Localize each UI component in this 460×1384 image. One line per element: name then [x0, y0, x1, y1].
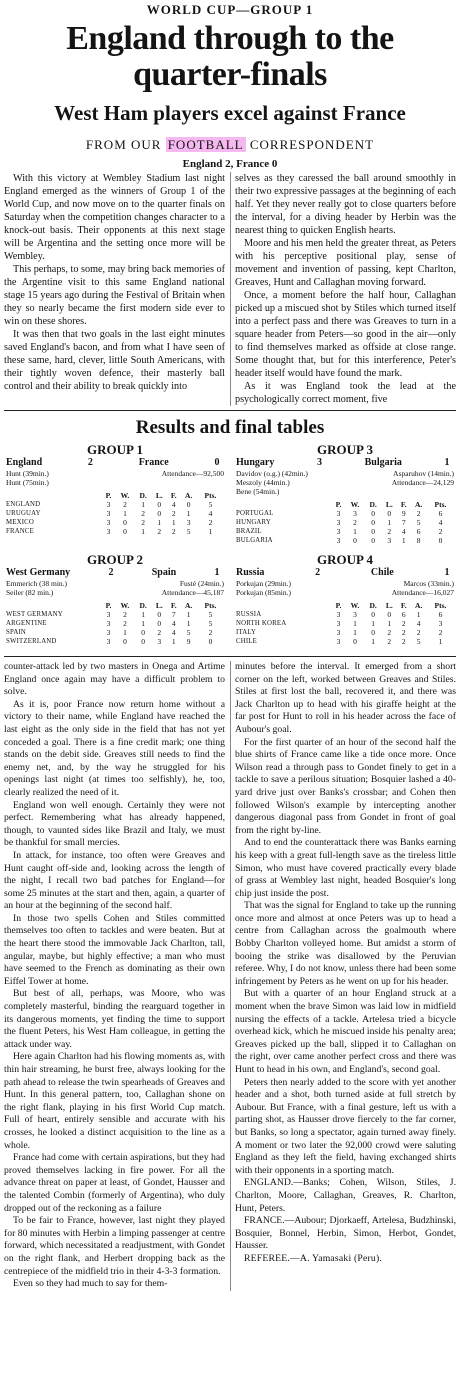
away-team: Bulgaria [364, 456, 402, 468]
byline-prefix: FROM OUR [85, 137, 166, 152]
stat-cell: 2 [387, 637, 392, 646]
stat-cell: 1 [371, 637, 376, 646]
group-table [236, 441, 454, 545]
stat-cell: 0 [387, 610, 392, 619]
stat-cell: 5 [416, 637, 421, 646]
stat-cell: 2 [171, 527, 176, 536]
stat-cell: 0 [371, 628, 376, 637]
stat-cell: 0 [371, 527, 376, 536]
column-header: P. [105, 490, 112, 500]
away-team: Spain [151, 566, 177, 578]
stat-cell: 5 [208, 500, 213, 509]
paragraph: With this victory at Wembley Stadium last night England emerged as the winners of Group 1 of the World Cup, and now move on to the quarter finals on Saturday when the competition changes character to a knock-out basis. Their opponents at this next stage will be Argentina and the setting once more will be Wembley. [4, 173, 225, 262]
stat-cell: 3 [106, 610, 111, 619]
stat-cell: 2 [401, 628, 406, 637]
column-header: Pts. [204, 600, 217, 610]
table-row [236, 536, 454, 545]
stat-cell: 1 [171, 637, 176, 646]
paragraph: As it is, poor France now return home without a victory to their name, while England have reached the last eight as the only side in the field that has not yet conceded a goal. There is a fine credit mark; one thing stands on the debit side. Greaves still needs to find the enemy net, and, by the way he struggled for his openings last night (at times too selfishly), he, too, clearly realized the need of it. [4, 698, 225, 798]
column-header: L. [155, 600, 163, 610]
column-header: F. [400, 600, 407, 610]
stat-cell: 2 [157, 628, 162, 637]
group-title: GROUP 4 [317, 552, 373, 567]
standings-table [236, 500, 454, 546]
stat-cell: 3 [336, 518, 341, 527]
stat-cell: 2 [416, 509, 421, 518]
stat-cell: 1 [353, 527, 357, 536]
section-kicker: WORLD CUP—GROUP 1 [146, 2, 314, 17]
scorer: Attendance—45,187 [161, 587, 224, 597]
stat-cell: 5 [208, 610, 213, 619]
match-scorers [6, 469, 224, 487]
stat-cell: 3 [353, 610, 357, 619]
team-name: URUGUAY [6, 510, 41, 517]
team-name: BRAZIL [236, 528, 262, 535]
stat-cell: 0 [123, 518, 127, 527]
stat-cell: 0 [438, 536, 443, 545]
match-result [6, 567, 224, 579]
group-tables [0, 441, 460, 652]
table-row [6, 637, 224, 646]
stat-cell: 0 [387, 509, 392, 518]
stat-cell: 4 [171, 500, 176, 509]
column-header: Pts. [434, 499, 447, 509]
byline-highlight: FOOTBALL [167, 137, 244, 152]
home-score: 2 [108, 566, 114, 578]
home-team: West Germany [6, 566, 71, 578]
headline-line-1: England through to the [66, 20, 394, 57]
stat-cell: 1 [186, 509, 191, 518]
group-table [236, 551, 454, 646]
home-team: Hungary [236, 456, 275, 468]
intro-columns [0, 172, 460, 406]
column-header: A. [184, 600, 193, 610]
scorer: Porkujan (85min.) [236, 587, 291, 597]
stat-cell: 6 [401, 610, 406, 619]
team-name: ARGENTINE [6, 620, 47, 627]
away-scorers-attendance [162, 579, 224, 597]
column-header: W. [350, 499, 360, 509]
team-name: NORTH KOREA [236, 620, 287, 627]
match-result [236, 457, 454, 469]
team-name: CHILE [236, 638, 258, 645]
stat-cell: 0 [353, 536, 357, 545]
column-header: P. [335, 600, 342, 610]
stat-cell: 1 [141, 619, 146, 628]
section-rule [4, 656, 456, 657]
stat-cell: 4 [171, 619, 176, 628]
paragraph: Here again Charlton had his flowing moments as, with thin hair streaming, he burst free, always looking for the path ahead to release the twin spearheads of Greaves and Hunt. In this general pattern, too, Callaghan shone on the right flank, playing in his first World Cup match. Full of heart, entirely sensible and accurate with his crosses, he looked a distinct acquisition to the line as a whole. [4, 1051, 225, 1151]
column-header: L. [155, 490, 163, 500]
column-header: D. [139, 600, 147, 610]
stat-cell: 3 [336, 509, 341, 518]
column-header: L. [385, 600, 393, 610]
stat-cell: 1 [123, 509, 127, 518]
paragraph: But best of all, perhaps, was Moore, who was completely masterful, binding the rearguard together in its dangerous moments, yet finding the time to support the fluent Peters, his West Ham colleague, in getting the attack under way. [4, 988, 225, 1050]
scorer: Davidov (o.g.) (42min.) [236, 468, 308, 478]
scorer: Marcos (33min.) [403, 578, 454, 588]
team-column-header [6, 601, 102, 611]
stat-cell: 5 [186, 527, 191, 536]
stat-cell: 7 [401, 518, 406, 527]
team-name: PORTUGAL [236, 510, 274, 517]
stat-cell: 3 [336, 619, 341, 628]
team-name: BULGARIA [236, 537, 273, 544]
column-header: F. [400, 499, 407, 509]
stat-cell: 0 [141, 637, 146, 646]
byline [0, 137, 460, 155]
body-column-left [4, 661, 225, 1291]
match-result [6, 457, 224, 469]
stat-cell: 4 [438, 518, 443, 527]
home-team: Russia [236, 566, 265, 578]
team-name: RUSSIA [236, 611, 262, 618]
stat-cell: 7 [171, 610, 176, 619]
group-table [6, 441, 224, 545]
stat-cell: 6 [416, 527, 421, 536]
stat-cell: 1 [171, 518, 176, 527]
stat-cell: 1 [141, 527, 146, 536]
home-scorers [236, 469, 308, 496]
table-row [236, 509, 454, 518]
stat-cell: 3 [106, 527, 111, 536]
stat-cell: 3 [336, 527, 341, 536]
stat-cell: 1 [438, 637, 443, 646]
stat-cell: 4 [401, 527, 406, 536]
stat-cell: 1 [387, 619, 392, 628]
stat-cell: 0 [371, 536, 376, 545]
stat-cell: 5 [416, 518, 421, 527]
scorer: Hunt (39min.) [6, 468, 49, 478]
paragraph: minutes before the interval. It emerged from a short corner on the left, worked between Greaves and Stiles. Stiles at first lost the ball, recovered it, and there was Jack Charlton up to head with his giraffe height at the far post for Hunt to roll in his header across the face of Aubour's goal. [235, 661, 456, 735]
standings-table [236, 601, 454, 647]
team-name: HUNGARY [236, 519, 272, 526]
team-column-header [6, 491, 102, 501]
paragraph: Peters then nearly added to the score with yet another header and a shot, both turned aside at full stretch by Aubour. But France, with a final gesture, left us with a parting shot, as Hausser drove fiercely to the far corner, but Banks, so long a spectator, again turned away finely. A moment or two later the 92,000 crowd were saluting England as they left the field, having exchanged shirts with their opponents in a sporting match. [235, 1076, 456, 1176]
column-header: D. [139, 490, 147, 500]
paragraph: In attack, for instance, too often were Greaves and Hunt caught off-side and, looking across the length of the night, I recall two bad patches for England—for some 25 minutes at the start and then, again, a quarter of an hour at the beginning of the second half. [4, 849, 225, 912]
home-scorers [6, 469, 49, 487]
stat-cell: 2 [208, 628, 213, 637]
body-column-right [235, 661, 456, 1291]
referee: REFEREE.—A. Yamasaki (Peru). [244, 1252, 382, 1264]
team-name: SPAIN [6, 629, 27, 636]
paragraph: Moore and his men held the greater threat, as Peters with his perceptive positional play, sense of movement and invention of passing, kept Charlton, Greaves, Hunt and Callaghan moving forward. [235, 238, 456, 288]
column-header: A. [184, 490, 193, 500]
stat-cell: 6 [438, 610, 443, 619]
match-result [236, 567, 454, 579]
home-score: 3 [316, 456, 322, 468]
stat-cell: 3 [106, 628, 111, 637]
scorer: Bene (54min.) [236, 486, 280, 496]
team-name: ENGLAND [6, 501, 41, 508]
stat-cell: 0 [371, 509, 376, 518]
stat-cell: 3 [438, 619, 443, 628]
table-row [236, 527, 454, 536]
stat-cell: 0 [157, 610, 162, 619]
table-row [6, 500, 224, 509]
stat-cell: 0 [371, 518, 376, 527]
paragraph: To be fair to France, however, last night they played for 80 minutes with Herbin a limping passenger at centre forward, which necessitated a readjustment, with Gondet on the right flank, and Herbert dropping back as the centrepiece of the midfield trio in their 4-3-3 formation. [4, 1215, 225, 1277]
stat-cell: 4 [208, 509, 213, 518]
stat-cell: 5 [186, 628, 191, 637]
away-scorers-attendance [392, 579, 454, 597]
match-scorers [236, 469, 454, 496]
stat-cell: 1 [353, 628, 357, 637]
scorer: Fusté (24min.) [179, 578, 224, 588]
group-title: GROUP 2 [87, 552, 143, 567]
stat-cell: 0 [141, 628, 146, 637]
scorer: Seiler (82 min.) [6, 587, 54, 597]
team-column-header [236, 500, 332, 510]
column-header: W. [120, 490, 130, 500]
paragraph: Once, a moment before the half hour, Callaghan picked up a miscued shot by Stiles which turned itself into a perfect pass and there was Greaves to turn in a square header from Peters—so good in the air—only to find themselves marked as offside at close range. Some thought that, but for this interference, Peter's header itself would have found the mark. [235, 290, 456, 379]
stat-cell: 1 [141, 500, 146, 509]
stat-cell: 1 [416, 610, 421, 619]
table-row [236, 610, 454, 619]
stat-cell: 0 [123, 527, 127, 536]
stat-cell: 2 [438, 527, 443, 536]
table-row [6, 518, 224, 527]
match-scorers [6, 579, 224, 597]
away-score: 1 [444, 566, 450, 578]
table-row [6, 619, 224, 628]
stat-cell: 3 [353, 509, 357, 518]
table-row [236, 518, 454, 527]
away-team: Chile [370, 566, 394, 578]
headline-line-2: quarter-finals [133, 56, 327, 93]
scoreline: England 2, France 0 [182, 158, 278, 170]
stat-cell: 1 [123, 628, 127, 637]
scorer: Emmerich (38 min.) [6, 578, 68, 588]
paragraph: It was then that two goals in the last eight minutes saved England's bacon, and from what I have seen of these same, hard, clever, little South Americans, with their tightly woven defence, their masterly ball control and their ability to break quickly into [4, 329, 225, 392]
stat-cell: 1 [401, 536, 406, 545]
column-header: A. [414, 499, 423, 509]
column-header: F. [170, 490, 177, 500]
stat-cell: 3 [336, 637, 341, 646]
paragraph: England won well enough. Certainly they were not perfect. Remembering what has already happened, though, to vaunted sides like Brazil and Italy, we must be thankful for small mercies. [4, 799, 225, 849]
column-divider [230, 661, 231, 1291]
stat-cell: 2 [387, 527, 392, 536]
stat-cell: 2 [416, 628, 421, 637]
stat-cell: 3 [186, 518, 191, 527]
paragraph: And to end the counterattack there was Banks earning his keep with a great full-length save as the tireless little Simon, who must have covered practically every blade of grass at Wembley last night, headed Bosquier's long chip just inside the post. [235, 837, 456, 899]
stat-cell: 9 [401, 509, 406, 518]
scorer: Meszoly (44min.) [236, 477, 290, 487]
stat-cell: 3 [106, 518, 111, 527]
stat-cell: 4 [171, 628, 176, 637]
stat-cell: 2 [401, 619, 406, 628]
table-row [6, 610, 224, 619]
column-header: L. [385, 499, 393, 509]
stat-cell: 2 [141, 509, 146, 518]
byline-suffix: CORRESPONDENT [245, 137, 375, 152]
stat-cell: 2 [208, 518, 213, 527]
paragraph: counter-attack led by two masters in Onega and Artime England once again may have a difficult problem to solve. [4, 661, 225, 698]
column-header: P. [335, 499, 342, 509]
stat-cell: 0 [186, 500, 191, 509]
stat-cell: 3 [106, 509, 111, 518]
stat-cell: 3 [106, 500, 111, 509]
stat-cell: 1 [208, 527, 213, 536]
column-header: Pts. [204, 490, 217, 500]
paragraph: For the first quarter of an hour of the second half the blue shirts of France came like a tide once more. Once Wilson read a through pass to Gondet finely to get in a tackle to save a perilous situation; Bosquier lashed a 40-yard drive just over Banks's crossbar; and Cohen then followed Wilson's example by intercepting another dangerous diagonal pass from Gondet in front of goal from the right by-line. [235, 736, 456, 836]
stat-cell: 6 [438, 509, 443, 518]
column-header: W. [120, 600, 130, 610]
stat-cell: 3 [336, 628, 341, 637]
stat-cell: 5 [208, 619, 213, 628]
tables-title: Results and final tables [135, 417, 325, 438]
intro-column-right [235, 172, 456, 406]
stat-cell: 2 [171, 509, 176, 518]
stat-cell: 2 [157, 527, 162, 536]
stat-cell: 0 [208, 637, 213, 646]
stat-cell: 1 [387, 518, 392, 527]
stat-cell: 3 [336, 610, 341, 619]
column-header: W. [350, 600, 360, 610]
home-score: 2 [315, 566, 321, 578]
scorer: Hunt (75min.) [6, 477, 49, 487]
table-row [236, 619, 454, 628]
paragraph: In those two spells Cohen and Stiles committed themselves too often to tackles and were beaten. But at the heart there stood the immovable Jack Charlton, tall, angular, maybe, but highly effective; a man who must have seemed to the French as dominating as their own Eiffel Tower at home. [4, 912, 225, 987]
team-name: FRANCE [6, 528, 35, 535]
stat-cell: 0 [371, 610, 376, 619]
table-row [236, 628, 454, 637]
stat-cell: 0 [157, 509, 162, 518]
match-scorers [236, 579, 454, 597]
column-header: Pts. [434, 600, 447, 610]
stat-cell: 2 [123, 619, 127, 628]
stat-cell: 1 [186, 610, 191, 619]
column-header: D. [369, 600, 377, 610]
stat-cell: 2 [401, 637, 406, 646]
stat-cell: 0 [123, 637, 127, 646]
home-team: England [6, 456, 43, 468]
away-score: 1 [444, 456, 450, 468]
team-name: SWITZERLAND [6, 638, 57, 645]
table-row [6, 509, 224, 518]
subheadline: West Ham players excel against France [54, 101, 406, 125]
paragraph: But with a quarter of an hour England struck at a moment when the brave Simon was laid low in midfield nursing the effects of a tackle. Artelesa tried a bicycle overhead kick, which he miscued inside his penalty area; Greaves picked up the ball, slipped it to Callaghan on the right, over came another perfect cross and there was Hunt to head in his own, and England's, second goal. [235, 988, 456, 1075]
lineup-france: FRANCE.—Aubour; Djorkaeff, Artelesa, Budzhinski, Bosquier, Bonnel, Herbin, Simon, Herbot, Gondet, Hausser. [235, 1215, 456, 1252]
stat-cell: 3 [106, 619, 111, 628]
intro-column-left [4, 172, 225, 406]
column-header: A. [414, 600, 423, 610]
stat-cell: 2 [123, 610, 127, 619]
scorer: Attendance—92,500 [161, 468, 224, 478]
stat-cell: 1 [371, 619, 376, 628]
paragraph: As it was England took the lead at the psychologically correct moment, five [235, 381, 456, 405]
stat-cell: 3 [157, 637, 162, 646]
standings-table [6, 491, 224, 537]
stat-cell: 1 [157, 518, 162, 527]
paragraph: France had come with certain aspirations, but they had proved themselves lacking in fire power. For all the advance threat on paper at least, of Gondet, Hausser and the talented Combin (formerly of Argentina), who duly dropped out of the reckoning as a failure [4, 1152, 225, 1214]
away-team: France [138, 456, 169, 468]
stat-cell: 2 [123, 500, 127, 509]
stat-cell: 2 [353, 518, 357, 527]
stat-cell: 3 [106, 637, 111, 646]
column-header: P. [105, 600, 112, 610]
stat-cell: 1 [353, 619, 357, 628]
away-score: 1 [214, 566, 220, 578]
group-title: GROUP 3 [317, 442, 373, 457]
team-name: WEST GERMANY [6, 611, 63, 618]
paragraph: That was the signal for England to take up the running once more and almost at once Peters was up to head a centre from Callaghan across the goalmouth where Bobby Charlton volleyed home. But amidst a storm of booing the strike was disallowed by the Peruvian referee. Why, I do not know, unless there had been some infringement by Peters as he went on up for his header. [235, 900, 456, 987]
away-scorers-attendance [392, 469, 454, 496]
stat-cell: 0 [353, 637, 357, 646]
paragraph: This perhaps, to some, may bring back memories of the Argentine visit to this same England national stage 15 years ago during the Festival of Britain when they so nearly became the first modern side ever to win on these shores. [4, 264, 225, 327]
stat-cell: 1 [186, 619, 191, 628]
standings-table [6, 601, 224, 647]
headline [0, 21, 460, 93]
table-row [6, 628, 224, 637]
team-name: MEXICO [6, 519, 35, 526]
stat-cell: 2 [141, 518, 146, 527]
group-table [6, 551, 224, 646]
team-column-header [236, 601, 332, 611]
away-scorers-attendance [162, 469, 224, 487]
stat-cell: 2 [387, 628, 392, 637]
home-score: 2 [87, 456, 93, 468]
column-header: F. [170, 600, 177, 610]
paragraph: Even so they had much to say for them- [13, 1278, 168, 1290]
lineup-england: ENGLAND.—Banks; Cohen, Wilson, Stiles, J. Charlton, Moore, Callaghan, Greaves, R. Charlton, Hunt, Peters. [235, 1177, 456, 1214]
away-score: 0 [214, 456, 220, 468]
column-divider [230, 172, 231, 406]
stat-cell: 4 [416, 619, 421, 628]
body-columns [0, 661, 460, 1291]
scorer: Attendance—24,129 [391, 477, 454, 487]
scorer: Porkujan (29min.) [236, 578, 291, 588]
stat-cell: 3 [336, 536, 341, 545]
table-row [6, 527, 224, 536]
team-name: ITALY [236, 629, 257, 636]
stat-cell: 1 [141, 610, 146, 619]
stat-cell: 8 [416, 536, 421, 545]
stat-cell: 0 [157, 619, 162, 628]
scorer: Asparuhov (14min.) [393, 468, 454, 478]
group-title: GROUP 1 [87, 442, 143, 457]
section-rule [4, 410, 456, 411]
stat-cell: 0 [157, 500, 162, 509]
column-header: D. [369, 499, 377, 509]
home-scorers [236, 579, 291, 597]
table-row [236, 637, 454, 646]
paragraph: selves as they caressed the ball around smoothly in their two expressive passages at the beginning of each half. Yet they never really got to close quarters before the interval, for a diving header by Herbin was the nearest thing to quicken English hearts. [235, 173, 456, 236]
stat-cell: 2 [438, 628, 443, 637]
stat-cell: 3 [387, 536, 392, 545]
scorer: Attendance—16,027 [391, 587, 454, 597]
stat-cell: 9 [186, 637, 191, 646]
home-scorers [6, 579, 67, 597]
